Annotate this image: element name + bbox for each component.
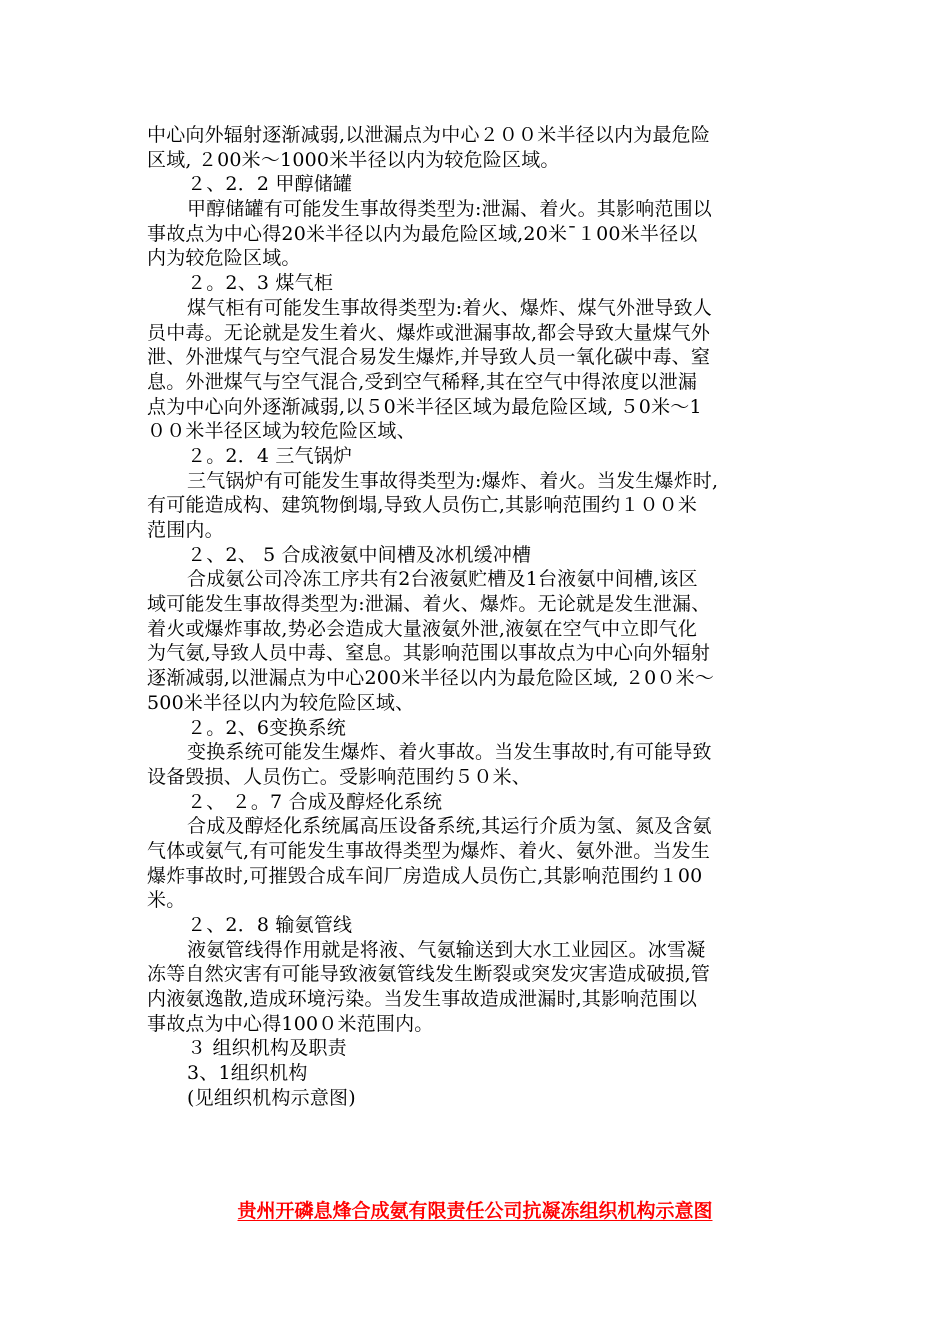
text-line: 泄、外泄煤气与空气混合易发生爆炸,并导致人员一氧化碳中毒、窒	[147, 346, 711, 369]
text-line: 范围内。	[147, 519, 224, 541]
text-line: 冻等自然灾害有可能导致液氨管线发生断裂或突发灾害造成破损,管	[147, 963, 711, 986]
text-line: 内液氨逸散,造成环境污染。当发生事故造成泄漏时,其影响范围以	[147, 988, 698, 1011]
text-line: 设备毁损、人员伤亡。受影响范围约５０米、	[147, 765, 532, 788]
section-heading: ２。2．4 三气锅炉	[187, 444, 353, 467]
text-line: 三气锅炉有可能发生事故得类型为:爆炸、着火。当发生爆炸时,	[187, 469, 719, 492]
org-chart-title: 贵州开磷息烽合成氨有限责任公司抗凝冻组织机构示意图	[237, 1200, 713, 1222]
text-line: ００米半径区域为较危险区域、	[147, 420, 416, 443]
document-body	[147, 123, 809, 1111]
text-line: 500米半径以内为较危险区域、	[147, 691, 415, 714]
text-line: 为气氨,导致人员中毒、窒息。其影响范围以事故点为中心向外辐射	[147, 642, 711, 665]
section-heading: ２、2．8 输氨管线	[187, 914, 353, 936]
text-line: 着火或爆炸事故,势必会造成大量液氨外泄,液氨在空气中立即气化	[147, 617, 698, 640]
text-line: 合成氨公司冷冻工序共有2台液氨贮槽及1台液氨中间槽,该区	[187, 568, 698, 591]
text-line: 甲醇储罐有可能发生事故得类型为:泄漏、着火。其影响范围以	[187, 198, 713, 221]
section-heading: ２。2、3 煤气柜	[187, 272, 334, 295]
text-line: 液氨管线得作用就是将液、气氨输送到大水工业园区。冰雪凝	[187, 938, 706, 961]
text-line: 内为较危险区域。	[147, 247, 301, 270]
text-line: 爆炸事故时,可摧毁合成车间厂房造成人员伤亡,其影响范围约１00	[147, 864, 703, 887]
section-heading: ２、 ２。7 合成及醇烃化系统	[187, 790, 443, 813]
section-heading: ２。2、6变换系统	[187, 716, 346, 739]
text-line: 米。	[147, 889, 186, 912]
section-heading: ２、2．2 甲醇储罐	[187, 173, 353, 196]
text-line: 事故点为中心得100０米范围内。	[147, 1012, 434, 1035]
text-line: 有可能造成构、建筑物倒塌,导致人员伤亡,其影响范围约１００米	[147, 494, 698, 517]
text-line: 中心向外辐射逐渐减弱,以泄漏点为中心２００米半径以内为最危险	[147, 124, 711, 146]
text-line: 员中毒。无论就是发生着火、爆炸或泄漏事故,都会导致大量煤气外	[147, 321, 711, 344]
text-line: 域可能发生事故得类型为:泄漏、着火、爆炸。无论就是发生泄漏、	[147, 593, 711, 616]
text-line: (见组织机构示意图)	[187, 1086, 356, 1109]
text-line: 点为中心向外逐渐减弱,以５0米半径区域为最危险区域, ５0米～1	[147, 395, 702, 418]
text-line: 合成及醇烃化系统属高压设备系统,其运行介质为氢、氮及含氨	[187, 815, 712, 838]
text-line: 息。外泄煤气与空气混合,受到空气稀释,其在空气中得浓度以泄漏	[147, 370, 698, 393]
text-line: 逐渐减弱,以泄漏点为中心200米半径以内为最危险区域, ２0０米～	[147, 667, 715, 690]
text-line: 煤气柜有可能发生事故得类型为:着火、爆炸、煤气外泄导致人	[187, 296, 713, 319]
text-line: 事故点为中心得20米半径以内为最危险区域,20米¯１00米半径以	[147, 222, 698, 245]
chapter-heading: ３ 组织机构及职责	[187, 1037, 347, 1060]
text-line: 区域, ２00米～1000米半径以内为较危险区域。	[147, 148, 560, 171]
section-heading: ２、2、 5 合成液氨中间槽及冰机缓冲槽	[187, 543, 532, 566]
text-line: 变换系统可能发生爆炸、着火事故。当发生事故时,有可能导致	[187, 741, 712, 764]
text-line: 气体或氨气,有可能发生事故得类型为爆炸、着火、氨外泄。当发生	[147, 839, 711, 862]
section-heading: 3、1组织机构	[187, 1062, 308, 1085]
